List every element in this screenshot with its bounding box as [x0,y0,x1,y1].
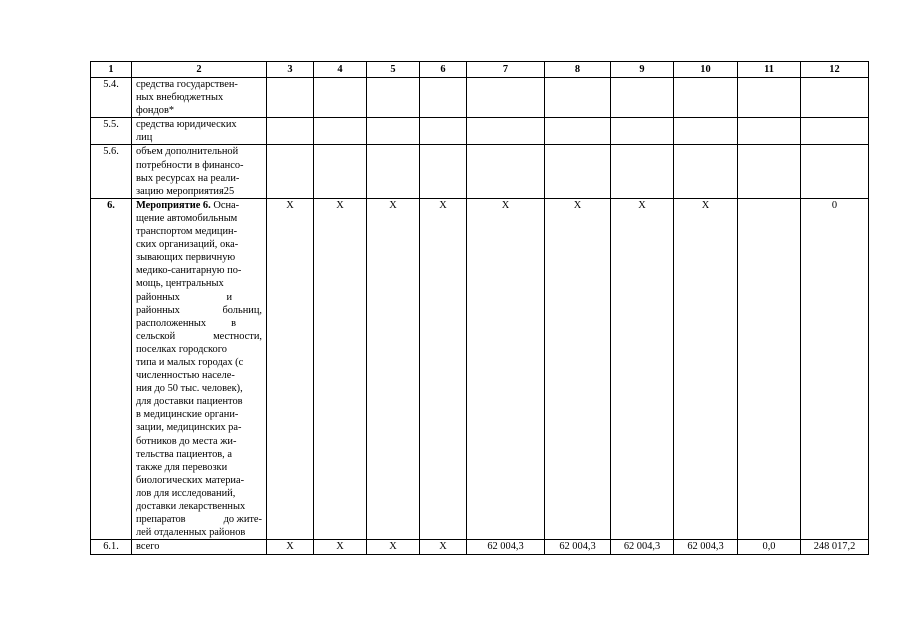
word: и [226,291,232,303]
row-name-line [136,330,262,343]
measure-title: Мероприятие 6. [136,199,211,211]
row-name [132,198,267,539]
value-cell [738,118,801,145]
row-name-line: лов для исследований, [136,487,236,499]
header-cell: 8 [545,62,611,78]
row-name-line [136,304,262,317]
table-header-row [91,62,869,78]
header-cell: 9 [611,62,674,78]
row-name-line: средства государствен- [136,79,238,90]
value-cell [367,78,420,118]
row-name-line [136,291,262,304]
value-cell [611,118,674,145]
value-cell: Х [420,198,467,539]
value-cell [420,78,467,118]
word: расположенных [136,317,207,329]
header-cell: 11 [738,62,801,78]
row-name: всего [132,540,267,555]
value-cell: Х [267,198,314,539]
value-cell: 62 004,3 [545,540,611,555]
row-name-line: тельства пациентов, а [136,448,232,460]
value-cell [801,118,869,145]
header-cell: 4 [314,62,367,78]
row-name-line: биологических материа- [136,474,245,486]
row-name-line [136,513,262,526]
word: местности, [213,330,262,342]
row-number: 5.6. [91,145,132,198]
value-cell: Х [367,198,420,539]
row-number: 6. [91,198,132,539]
word: препаратов [136,514,186,526]
value-cell: 0,0 [738,540,801,555]
row-name-line: медико-санитарную по- [136,265,242,277]
header-cell: 2 [132,62,267,78]
row-name-line: поселках городского [136,343,227,355]
value-cell [545,118,611,145]
row-name-line [136,317,262,330]
value-cell [367,118,420,145]
value-cell [674,118,738,145]
row-name-line: зывающих первичную [136,252,236,264]
row-name-line: потребности в финансо- [136,159,244,171]
row-name-line: в медицинские органи- [136,409,239,421]
value-cell: 0 [801,198,869,539]
row-name-line: доставки лекарственных [136,501,246,512]
table-row [91,78,869,118]
row-name [132,118,267,145]
header-cell: 3 [267,62,314,78]
value-cell: Х [545,198,611,539]
row-name-line: ных внебюджетных [136,92,224,104]
row-name-line: Осна- [210,199,240,211]
budget-table [90,61,869,555]
value-cell [267,78,314,118]
row-name-line: объем дополнительной [136,146,239,158]
header-cell: 6 [420,62,467,78]
row-name [132,145,267,198]
header-cell: 10 [674,62,738,78]
word: больниц, [222,304,262,316]
row-name-line: зации, медицинских ра- [136,422,242,434]
word: районных [136,304,180,316]
header-cell: 7 [467,62,545,78]
header-cell: 5 [367,62,420,78]
row-name-line: ния до 50 тыс. человек), [136,383,243,395]
header-cell: 1 [91,62,132,78]
value-cell: Х [314,198,367,539]
value-cell: 62 004,3 [467,540,545,555]
row-name-line: средства юридических [136,119,237,131]
value-cell [467,78,545,118]
value-cell [314,78,367,118]
value-cell [467,118,545,145]
row-number: 5.4. [91,78,132,118]
row-name-line: ботников до места жи- [136,435,237,447]
value-cell [267,118,314,145]
value-cell [738,198,801,539]
row-number: 6.1. [91,540,132,555]
value-cell [545,145,611,198]
value-cell: Х [674,198,738,539]
value-cell [314,118,367,145]
table-row [91,198,869,539]
row-name-line: щение автомобильным [136,212,238,224]
row-name-line: типа и малых городах (с [136,356,244,368]
value-cell [801,78,869,118]
value-cell: 62 004,3 [674,540,738,555]
row-name-line: транспортом медицин- [136,226,238,238]
word: сельской [136,330,176,342]
value-cell [738,145,801,198]
value-cell [420,145,467,198]
value-cell: Х [367,540,420,555]
value-cell [267,145,314,198]
table-row [91,540,869,555]
value-cell [467,145,545,198]
value-cell [674,145,738,198]
row-name-line: фондов* [136,105,175,117]
value-cell: Х [467,198,545,539]
table-row [91,145,869,198]
value-cell [545,78,611,118]
value-cell: Х [611,198,674,539]
word: районных [136,291,180,303]
word: в [231,317,236,329]
row-name [132,78,267,118]
value-cell [674,78,738,118]
value-cell [801,145,869,198]
value-cell: 62 004,3 [611,540,674,555]
value-cell: 248 017,2 [801,540,869,555]
row-number: 5.5. [91,118,132,145]
value-cell [611,145,674,198]
word: до жите- [223,514,262,526]
value-cell [367,145,420,198]
row-name-line: лиц [136,132,153,144]
value-cell [738,78,801,118]
value-cell: Х [267,540,314,555]
table-row [91,118,869,145]
row-name-line: для доставки пациентов [136,396,243,408]
value-cell: Х [420,540,467,555]
value-cell [611,78,674,118]
row-name-line [136,199,262,212]
row-name-line: мощь, центральных [136,278,224,290]
header-cell: 12 [801,62,869,78]
row-name-line: ских организаций, ока- [136,239,239,251]
value-cell: Х [314,540,367,555]
row-name-line: вых ресурсах на реали- [136,172,240,184]
value-cell [420,118,467,145]
row-name-line: также для перевозки [136,461,228,473]
row-name-line: зацию мероприятия25 [136,185,235,197]
row-name-line: численностью населе- [136,370,235,382]
row-name-line: лей отдаленных районов [136,527,246,539]
value-cell [314,145,367,198]
